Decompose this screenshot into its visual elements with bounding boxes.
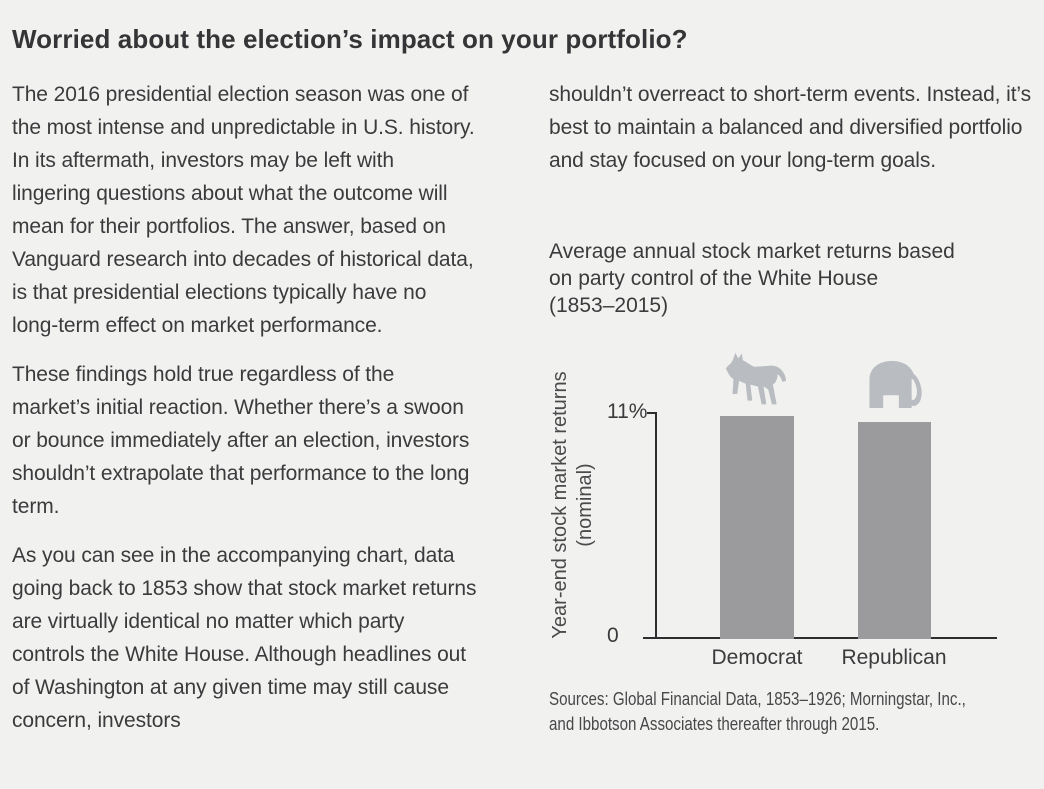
bar-democrat: [720, 416, 794, 639]
y-tick-label-11: 11%: [607, 400, 648, 423]
y-axis-label-line: (nominal): [574, 463, 596, 547]
sources-line: Sources: Global Financial Data, 1853–1926; Morningstar, Inc.,: [549, 689, 966, 709]
right-text-column: [549, 78, 1039, 193]
chart-section: [549, 238, 1041, 734]
page-title: Worried about the election’s impact on your portfolio?: [12, 24, 688, 55]
y-tick-label-0: 0: [607, 624, 619, 647]
democrat-donkey-icon: [725, 350, 787, 408]
chart-sources-note: [549, 687, 1019, 737]
paragraph: These findings hold true regardless of the market’s initial reaction. Whether there’s a swoon or bounce immediately after an election, investors shouldn’t extrapolate that performance to the long term.: [12, 363, 470, 518]
chart-title-line: Average annual stock market returns based: [549, 240, 955, 263]
bar-republican: [858, 422, 931, 639]
sources-line: and Ibbotson Associates thereafter through 2015.: [549, 714, 880, 734]
left-text-column: [12, 78, 478, 753]
chart-title-line: on party control of the White House: [549, 267, 879, 290]
x-category-label-democrat: Democrat: [711, 646, 803, 669]
chart-title: [549, 238, 1041, 319]
y-axis-line: [655, 412, 657, 639]
republican-elephant-icon: [861, 360, 925, 409]
y-axis-label-line: Year-end stock market returns: [549, 371, 571, 639]
x-category-label-republican: Republican: [841, 646, 947, 669]
chart-title-line: (1853–2015): [549, 294, 669, 317]
x-axis-line: [643, 637, 997, 639]
bar-chart: [549, 350, 1041, 680]
paragraph: As you can see in the accompanying chart, data going back to 1853 show that stock market returns are virtually identical no matter which party controls the White House. Although headlines out of Washington at any given time may still cause concern, investors: [12, 544, 477, 732]
y-axis-label: [548, 355, 598, 655]
paragraph: The 2016 presidential election season was one of the most intense and unpredictable in U.S. history. In its aftermath, investors may be left with lingering questions about what the outcome will mean for their portfolios. The answer, based on Vanguard research into decades of historical data, is that presidential elections typically have no long-term effect on market performance.: [12, 83, 475, 337]
paragraph: shouldn’t overreact to short-term events. Instead, it’s best to maintain a balanced and diversified portfolio and stay focused on your long-term goals.: [549, 83, 1032, 172]
